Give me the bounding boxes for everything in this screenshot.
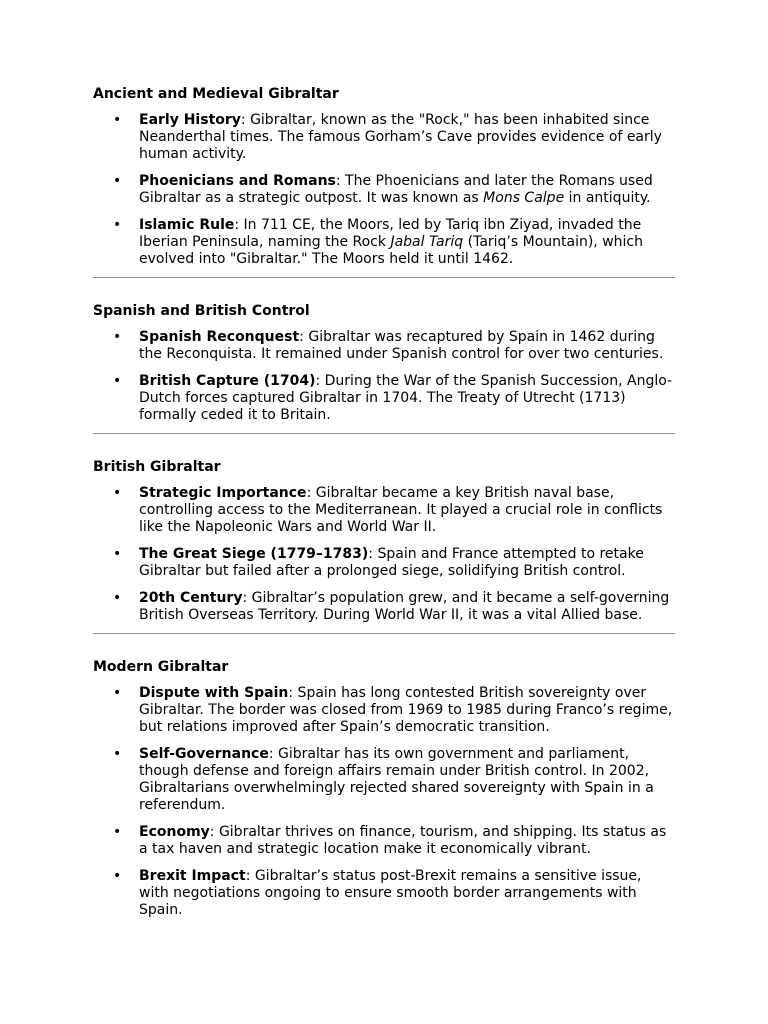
list-item — [93, 685, 675, 736]
list-item — [93, 217, 675, 268]
list-item — [93, 868, 675, 919]
item-text: : Gibraltar thrives on finance, tourism, and shipping. Its status as a tax haven and strategic location make it economically vibrant. — [139, 824, 667, 857]
bullet-icon: • — [113, 112, 122, 128]
bullet-list — [93, 685, 675, 919]
bullet-icon: • — [113, 685, 122, 701]
item-term: Self-Governance — [139, 746, 269, 762]
item-emphasis: Jabal Tariq — [390, 234, 464, 250]
section-divider — [93, 433, 675, 434]
item-text: : Gibraltar, known as the "Rock," has been inhabited since Neanderthal times. The famous Gorham’s Cave provides evidence of early human activity. — [139, 112, 662, 162]
item-term: 20th Century — [139, 590, 243, 606]
bullet-icon: • — [113, 485, 122, 501]
item-term: Phoenicians and Romans — [139, 173, 336, 189]
item-text-continued: in antiquity. — [564, 190, 651, 206]
section-british-gibraltar — [93, 459, 675, 624]
list-item — [93, 485, 675, 536]
list-item — [93, 824, 675, 858]
item-text: : Gibraltar became a key British naval base, controlling access to the Mediterranean. It played a crucial role in conflicts like the Napoleonic Wars and World War II. — [139, 485, 663, 535]
list-item — [93, 373, 675, 424]
item-emphasis: Mons Calpe — [483, 190, 565, 206]
bullet-list — [93, 112, 675, 268]
bullet-list — [93, 329, 675, 424]
list-item — [93, 112, 675, 163]
section-spanish-british-control — [93, 303, 675, 424]
bullet-icon: • — [113, 546, 122, 562]
item-text: : Gibraltar was recaptured by Spain in 1462 during the Reconquista. It remained under Spanish control for over two centuries. — [139, 329, 664, 362]
item-text-continued: (Tariq’s Mountain), which evolved into "Gibraltar." The Moors held it until 1462. — [139, 234, 643, 267]
item-text: : In 711 CE, the Moors, led by Tariq ibn Ziyad, invaded the Iberian Peninsula, naming the Rock — [139, 217, 642, 250]
section-heading: British Gibraltar — [93, 459, 221, 475]
list-item — [93, 329, 675, 363]
item-term: The Great Siege (1779–1783) — [139, 546, 369, 562]
list-item — [93, 173, 675, 207]
bullet-icon: • — [113, 173, 122, 189]
item-term: Dispute with Spain — [139, 685, 289, 701]
section-modern-gibraltar — [93, 659, 675, 919]
bullet-icon: • — [113, 590, 122, 606]
section-ancient-medieval — [93, 86, 675, 268]
item-text: : Gibraltar’s population grew, and it became a self-governing British Overseas Territory. During World War II, it was a vital Allied base. — [139, 590, 670, 623]
bullet-icon: • — [113, 824, 122, 840]
bullet-list — [93, 485, 675, 624]
document-content — [93, 86, 675, 919]
item-text: : Spain and France attempted to retake Gibraltar but failed after a prolonged siege, solidifying British control. — [139, 546, 644, 579]
item-term: Economy — [139, 824, 210, 840]
section-heading: Modern Gibraltar — [93, 659, 229, 675]
item-text: : During the War of the Spanish Succession, Anglo-Dutch forces captured Gibraltar in 1704. The Treaty of Utrecht (1713) formally ceded it to Britain. — [139, 373, 673, 423]
section-heading: Ancient and Medieval Gibraltar — [93, 86, 339, 102]
list-item — [93, 746, 675, 814]
section-divider — [93, 277, 675, 278]
bullet-icon: • — [113, 746, 122, 762]
list-item — [93, 546, 675, 580]
bullet-icon: • — [113, 868, 122, 884]
section-heading: Spanish and British Control — [93, 303, 310, 319]
bullet-icon: • — [113, 217, 122, 233]
bullet-icon: • — [113, 373, 122, 389]
item-term: British Capture (1704) — [139, 373, 316, 389]
item-text: : Spain has long contested British sovereignty over Gibraltar. The border was closed from 1969 to 1985 during Franco’s regime, but relations improved after Spain’s democratic transition. — [139, 685, 673, 735]
item-term: Brexit Impact — [139, 868, 246, 884]
item-term: Spanish Reconquest — [139, 329, 300, 345]
item-text: : Gibraltar has its own government and parliament, though defense and foreign affairs remain under British control. In 2002, Gibraltarians overwhelmingly rejected shared sovereignty with Spain in a referendum. — [139, 746, 654, 813]
item-term: Islamic Rule — [139, 217, 235, 233]
item-text: : The Phoenicians and later the Romans used Gibraltar as a strategic outpost. It was known as — [139, 173, 653, 206]
section-divider — [93, 633, 675, 634]
list-item — [93, 590, 675, 624]
item-term: Early History — [139, 112, 241, 128]
bullet-icon: • — [113, 329, 122, 345]
item-term: Strategic Importance — [139, 485, 307, 501]
item-text: : Gibraltar’s status post-Brexit remains a sensitive issue, with negotiations ongoing to ensure smooth border arrangements with Spain. — [139, 868, 642, 918]
